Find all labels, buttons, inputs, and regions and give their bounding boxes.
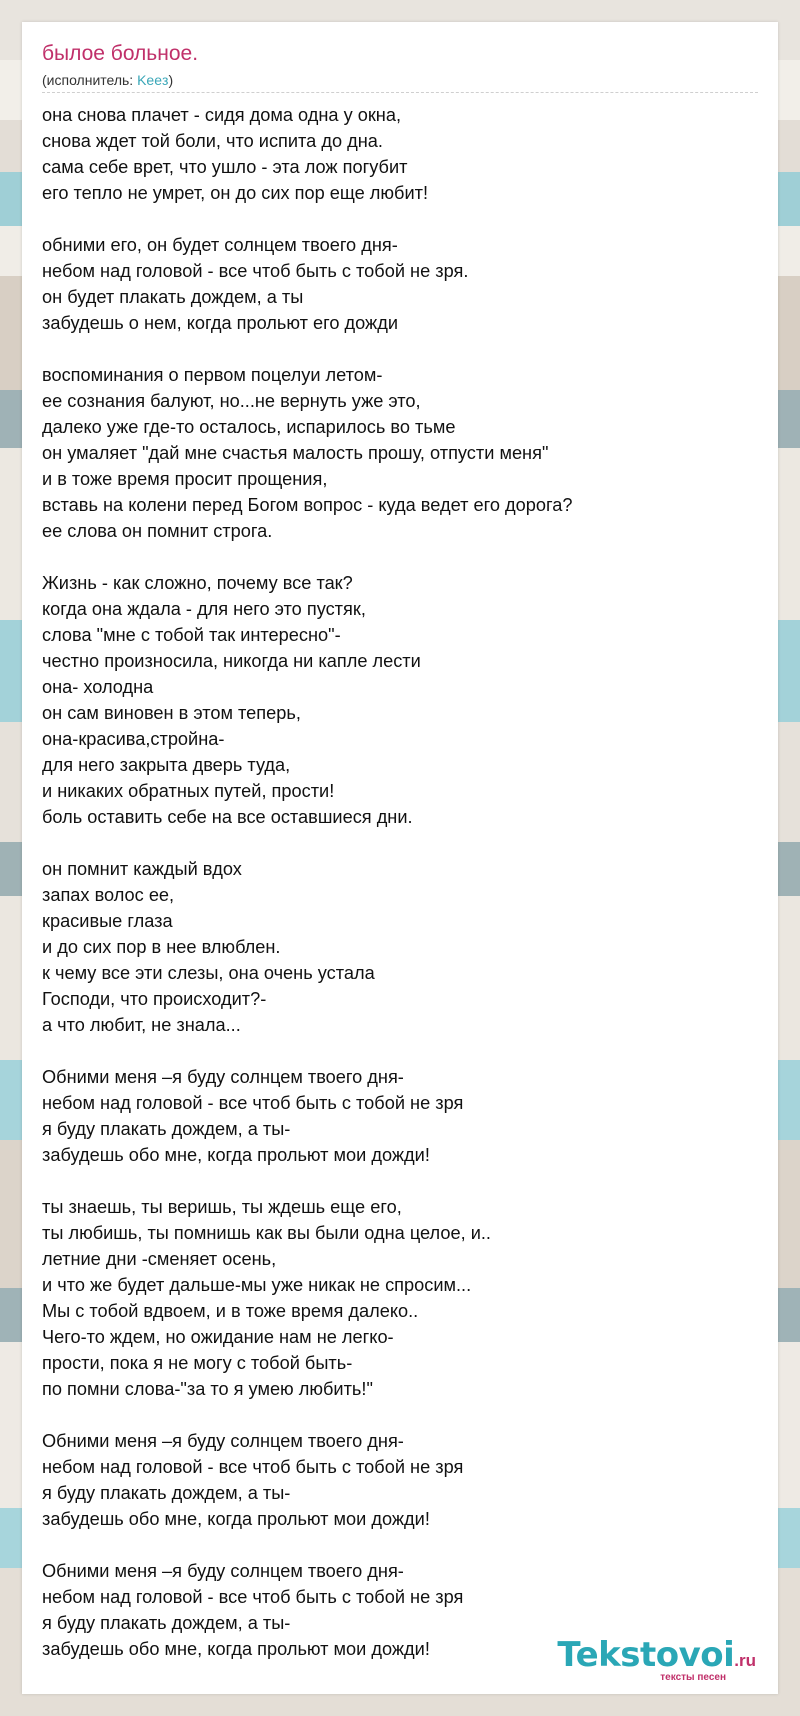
site-logo[interactable] bbox=[557, 1635, 756, 1683]
lyric-line: красивые глаза bbox=[42, 911, 173, 931]
lyric-line: Обними меня –я буду солнцем твоего дня- bbox=[42, 1067, 404, 1087]
lyric-line: Мы с тобой вдвоем, и в тоже время далеко.. bbox=[42, 1301, 419, 1321]
lyric-line: ее слова он помнит строга. bbox=[42, 521, 273, 541]
lyric-line: он сам виновен в этом теперь, bbox=[42, 703, 301, 723]
song-title: былое больное. bbox=[42, 42, 199, 65]
lyric-line: я буду плакать дождем, а ты- bbox=[42, 1119, 291, 1139]
lyric-line: она-красива,стройна- bbox=[42, 729, 225, 749]
lyric-line: небом над головой - все чтоб быть с тобой не зря bbox=[42, 1457, 464, 1477]
artist-suffix: ) bbox=[168, 72, 174, 88]
lyric-line: забудешь обо мне, когда прольют мои дожди! bbox=[42, 1145, 430, 1165]
lyric-line: и в тоже время просит прощения, bbox=[42, 469, 328, 489]
stanza-gap bbox=[42, 830, 762, 856]
lyrics-body bbox=[42, 102, 762, 1662]
lyric-line: обними его, он будет солнцем твоего дня- bbox=[42, 235, 398, 255]
lyric-line: и до сих пор в нее влюблен. bbox=[42, 937, 281, 957]
lyric-line: ты знаешь, ты веришь, ты ждешь еще его, bbox=[42, 1197, 402, 1217]
lyric-line: Обними меня –я буду солнцем твоего дня- bbox=[42, 1561, 404, 1581]
lyric-line: по помни слова-"за то я умею любить!" bbox=[42, 1379, 373, 1399]
lyric-line: слова "мне с тобой так интересно"- bbox=[42, 625, 341, 645]
lyric-line: и что же будет дальше-мы уже никак не спросим... bbox=[42, 1275, 472, 1295]
lyric-line: он будет плакать дождем, а ты bbox=[42, 287, 304, 307]
lyric-line: его тепло не умрет, он до сих пор еще любит! bbox=[42, 183, 429, 203]
lyric-line: я буду плакать дождем, а ты- bbox=[42, 1483, 291, 1503]
lyric-line: к чему все эти слезы, она очень устала bbox=[42, 963, 375, 983]
lyric-line: ее сознания балуют, но...не вернуть уже это, bbox=[42, 391, 421, 411]
lyric-line: Чего-то ждем, но ожидание нам не легко- bbox=[42, 1327, 394, 1347]
stanza-gap bbox=[42, 1402, 762, 1428]
lyric-line: и никаких обратных путей, прости! bbox=[42, 781, 335, 801]
lyric-line: сама себе врет, что ушло - эта лож погубит bbox=[42, 157, 408, 177]
lyric-line: честно произносила, никогда ни капле лести bbox=[42, 651, 421, 671]
lyric-line: запах волос ее, bbox=[42, 885, 175, 905]
lyric-line: забудешь о нем, когда прольют его дожди bbox=[42, 313, 398, 333]
lyric-line: Жизнь - как сложно, почему все так? bbox=[42, 573, 353, 593]
lyric-line: воспоминания о первом поцелуи летом- bbox=[42, 365, 383, 385]
artist-link[interactable]: Keeз bbox=[137, 72, 169, 88]
lyric-line: боль оставить себе на все оставшиеся дни. bbox=[42, 807, 413, 827]
lyric-line: летние дни -сменяет осень, bbox=[42, 1249, 277, 1269]
lyric-line: он помнит каждый вдох bbox=[42, 859, 242, 879]
logo-name: Tekstovoi bbox=[557, 1635, 735, 1675]
lyrics-panel bbox=[22, 22, 778, 1694]
stanza-gap bbox=[42, 1038, 762, 1064]
logo-tagline: тексты песен bbox=[660, 1672, 726, 1683]
artist-prefix: (исполнитель: bbox=[42, 72, 138, 88]
lyric-line: вставь на колени перед Богом вопрос - куда ведет его дорога? bbox=[42, 495, 573, 515]
logo-tld: .ru bbox=[734, 1651, 756, 1670]
stanza-gap bbox=[42, 1532, 762, 1558]
stanza-gap bbox=[42, 206, 762, 232]
lyric-line: она- холодна bbox=[42, 677, 154, 697]
lyric-line: прости, пока я не могу с тобой быть- bbox=[42, 1353, 353, 1373]
lyric-line: небом над головой - все чтоб быть с тобой не зря bbox=[42, 1093, 464, 1113]
lyric-line: она снова плачет - сидя дома одна у окна, bbox=[42, 105, 401, 125]
lyric-line: забудешь обо мне, когда прольют мои дожди! bbox=[42, 1639, 430, 1659]
lyric-line: а что любит, не знала... bbox=[42, 1015, 241, 1035]
lyric-line: я буду плакать дождем, а ты- bbox=[42, 1613, 291, 1633]
lyric-line: забудешь обо мне, когда прольют мои дожди! bbox=[42, 1509, 430, 1529]
lyric-line: ты любишь, ты помнишь как вы были одна целое, и.. bbox=[42, 1223, 491, 1243]
lyric-line: Обними меня –я буду солнцем твоего дня- bbox=[42, 1431, 404, 1451]
lyric-line: для него закрыта дверь туда, bbox=[42, 755, 291, 775]
stanza-gap bbox=[42, 336, 762, 362]
lyric-line: когда она ждала - для него это пустяк, bbox=[42, 599, 366, 619]
stanza-gap bbox=[42, 544, 762, 570]
title-divider bbox=[42, 92, 758, 93]
lyric-line: Господи, что происходит?- bbox=[42, 989, 267, 1009]
lyric-line: небом над головой - все чтоб быть с тобой не зря bbox=[42, 1587, 464, 1607]
artist-line bbox=[42, 72, 173, 88]
lyric-line: он умаляет "дай мне счастья малость прошу, отпусти меня" bbox=[42, 443, 549, 463]
lyric-line: небом над головой - все чтоб быть с тобой не зря. bbox=[42, 261, 469, 281]
stanza-gap bbox=[42, 1168, 762, 1194]
lyric-line: далеко уже где-то осталось, испарилось во тьме bbox=[42, 417, 456, 437]
lyric-line: снова ждет той боли, что испита до дна. bbox=[42, 131, 383, 151]
